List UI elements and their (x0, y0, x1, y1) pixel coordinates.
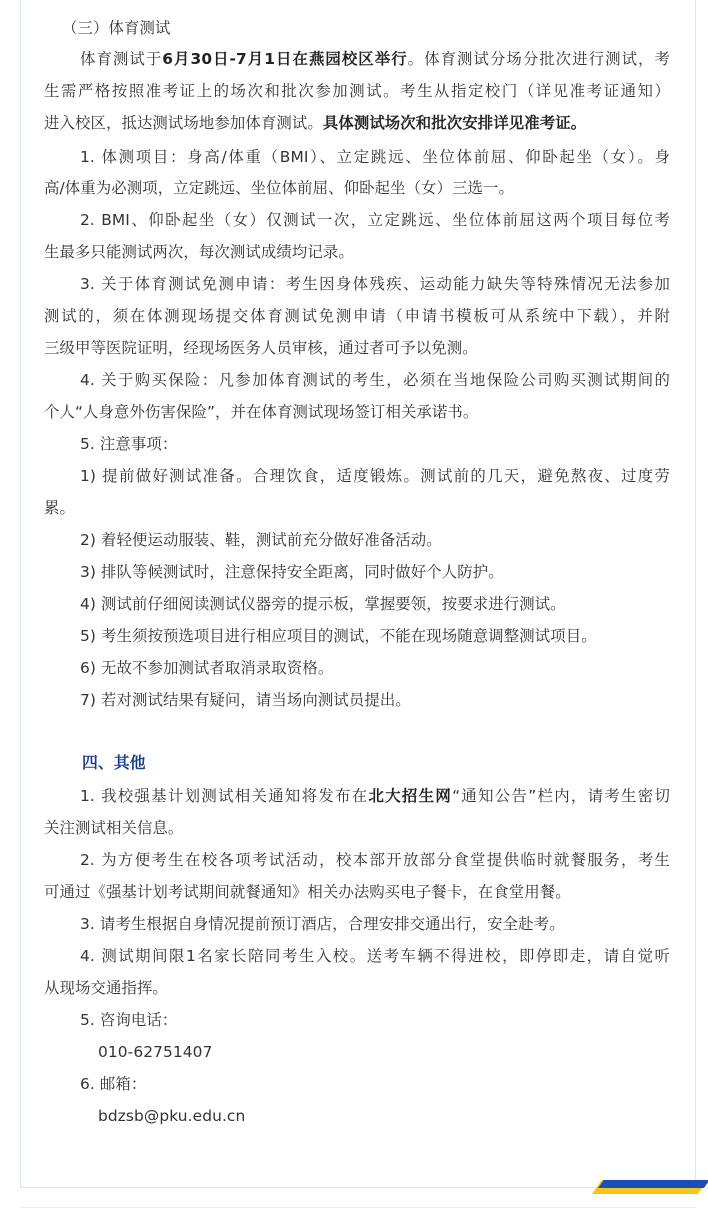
note-4: 4) 测试前仔细阅读测试仪器旁的提示板，掌握要领，按要求进行测试。 (80, 595, 566, 613)
corner-accent-stripes (592, 1180, 698, 1194)
blue-stripe (598, 1180, 708, 1188)
item-4-line-2: 个人“人身意外伤害保险”，并在体育测试现场签订相关承诺书。 (44, 403, 479, 421)
intro-text: 体育测试于 (80, 50, 163, 68)
item-3-line-3: 三级甲等医院证明，经现场医务人员审核，通过者可予以免测。 (44, 339, 478, 357)
other-2-line-1: 2. 为方便考生在校各项考试活动，校本部开放部分食堂提供临时就餐服务，考生 (80, 851, 670, 869)
note-5: 5) 考生须按预选项目进行相应项目的测试，不能在现场随意调整测试项目。 (80, 627, 597, 645)
item-3-line-2: 测试的，须在体测现场提交体育测试免测申请（申请书模板可从系统中下载），并附 (44, 307, 670, 325)
intro-text: 进入校区，抵达测试场地参加体育测试。 (44, 114, 323, 132)
note-1-line-1: 1) 提前做好测试准备。合理饮食，适度锻炼。测试前的几天，避免熬夜、过度劳 (80, 467, 670, 485)
intro-line-1 (44, 43, 670, 75)
other-3: 3. 请考生根据自身情况提前预订酒店，合理安排交通出行，安全赴考。 (80, 915, 565, 933)
note-2: 2) 着轻便运动服装、鞋，测试前充分做好准备活动。 (80, 531, 442, 549)
other-4-line-2: 从现场交通指挥。 (44, 979, 168, 997)
other-1-line-1 (44, 780, 670, 812)
contact-email-value[interactable]: bdzsb@pku.edu.cn (98, 1107, 246, 1125)
schedule-emphasis: 具体测试场次和批次安排详见准考证。 (322, 114, 587, 132)
other-text: “通知公告”栏内，请考生密切 (452, 787, 670, 805)
bottom-divider (20, 1207, 696, 1208)
pku-admissions-site-link[interactable]: 北大招生网 (368, 787, 453, 805)
section-3-title: （三）体育测试 (62, 19, 171, 37)
note-7: 7) 若对测试结果有疑问，请当场向测试员提出。 (80, 691, 411, 709)
note-1-line-2: 累。 (44, 499, 75, 517)
contact-phone-label: 5. 咨询电话： (80, 1011, 178, 1029)
test-date-emphasis: 6月30日-7月1日在燕园校区举行 (162, 50, 408, 68)
intro-text: 。体育测试分场分批次进行测试，考 (407, 50, 670, 68)
note-3: 3) 排队等候测试时，注意保持安全距离，同时做好个人防护。 (80, 563, 504, 581)
item-2-line-1: 2. BMI、仰卧起坐（女）仅测试一次，立定跳远、坐位体前屈这两个项目每位考 (80, 211, 670, 229)
contact-email-label: 6. 邮箱： (80, 1075, 147, 1093)
other-1-line-2: 关注测试相关信息。 (44, 819, 184, 837)
intro-line-2: 生需严格按照准考证上的场次和批次参加测试。考生从指定校门（详见准考证通知） (44, 82, 670, 100)
item-2-line-2: 生最多只能测试两次，每次测试成绩均记录。 (44, 243, 354, 261)
item-3-line-1: 3. 关于体育测试免测申请：考生因身体残疾、运动能力缺失等特殊情况无法参加 (80, 275, 670, 293)
item-5-title: 5. 注意事项： (80, 435, 178, 453)
other-4-line-1: 4. 测试期间限1名家长陪同考生入校。送考车辆不得进校，即停即走，请自觉听 (80, 947, 670, 965)
item-1-line-2: 高/体重为必测项，立定跳远、坐位体前屈、仰卧起坐（女）三选一。 (44, 179, 515, 197)
other-2-line-2: 可通过《强基计划考试期间就餐通知》相关办法购买电子餐卡，在食堂用餐。 (44, 883, 571, 901)
item-1-line-1: 1. 体测项目：身高/体重（BMI）、立定跳远、坐位体前屈、仰卧起坐（女）。身 (80, 148, 670, 166)
other-text: 1. 我校强基计划测试相关通知将发布在 (80, 787, 369, 805)
intro-line-3 (44, 107, 586, 139)
note-6: 6) 无故不参加测试者取消录取资格。 (80, 659, 334, 677)
section-4-title: 四、其他 (82, 753, 146, 772)
item-4-line-1: 4. 关于购买保险：凡参加体育测试的考生，必须在当地保险公司购买测试期间的 (80, 371, 670, 389)
contact-phone-value: 010-62751407 (98, 1043, 213, 1061)
